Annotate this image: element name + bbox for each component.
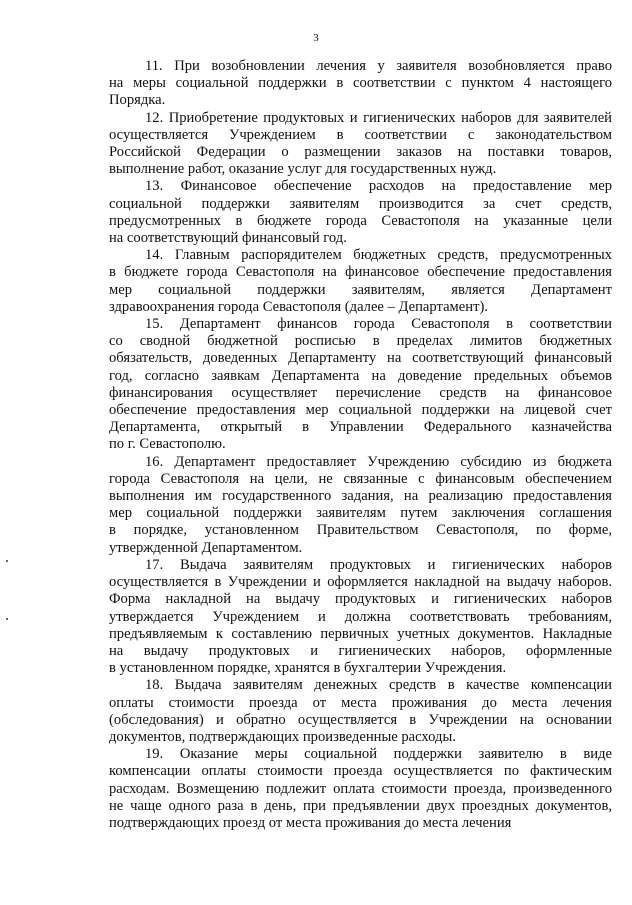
text-line: 19. Оказание меры социальной поддержки заявителю в виде [145, 746, 612, 763]
text-line: Порядка. [109, 92, 166, 109]
text-line: мер социальной поддержки заявителям путем заключения соглашения [109, 505, 612, 522]
text-line: Российской Федерации о размещении заказов на поставки товаров, [109, 144, 612, 161]
paragraph-16 [109, 454, 612, 557]
text-line: на выдачу продуктовых и гигиенических наборов, оформленные [109, 642, 612, 659]
text-line: здравоохранения города Севастополя (далее – Департамент). [109, 298, 488, 315]
text-line: города Севастополя на цели, не связанные с финансовым обеспечением [109, 470, 612, 487]
text-line: утвержденной Департаментом. [109, 539, 303, 556]
paragraph-17 [109, 557, 612, 677]
paragraph-13 [109, 178, 612, 247]
text-line: социальной поддержки заявителям производится за счет средств, [109, 195, 612, 212]
document-body [109, 58, 612, 832]
text-line: Департамента, открытый в Управлении Федерального казначейства [109, 419, 612, 436]
text-line: по г. Севастополю. [109, 436, 226, 453]
text-line: обеспечение предоставления мер социальной поддержки на лицевой счет [109, 402, 612, 419]
text-line: на меры социальной поддержки в соответствии с пунктом 4 настоящего [109, 75, 612, 92]
text-line: год, согласно заявкам Департамента на доведение предельных объемов [109, 367, 612, 384]
text-line: осуществляется в Учреждении и оформляется накладной на выдачу наборов. [109, 574, 612, 591]
text-line: 18. Выдача заявителям денежных средств в качестве компенсации [145, 677, 612, 694]
text-line: осуществляется Учреждением в соответствии с законодательством [109, 126, 612, 143]
text-line: 15. Департамент финансов города Севастополя в соответствии [145, 316, 612, 333]
scan-artifact [6, 618, 8, 620]
text-line: расходам. Возмещению подлежит оплата стоимости проезда, произведенного [109, 780, 612, 797]
text-line: оплаты стоимости проезда от места проживания до места лечения [109, 694, 612, 711]
text-line: на соответствующий финансовый год. [109, 230, 347, 247]
paragraph-15 [109, 316, 612, 454]
text-line: выполнения им государственного задания, на реализацию предоставления [109, 488, 612, 505]
text-line: 17. Выдача заявителям продуктовых и гигиенических наборов [145, 556, 612, 573]
text-line: не чаще одного раза в день, при предъявлении двух проездных документов, [109, 797, 612, 814]
text-line: 13. Финансовое обеспечение расходов на предоставление мер [145, 178, 612, 195]
text-line: Форма накладной на выдачу продуктовых и гигиенических наборов [109, 591, 612, 608]
text-line: в бюджете города Севастополя на финансовое обеспечение предоставления [109, 264, 612, 281]
text-line: со сводной бюджетной росписью в пределах лимитов бюджетных [109, 333, 612, 350]
text-line: документов, подтверждающих произведенные расходы. [109, 728, 456, 745]
text-line: утверждается Учреждением и должна соответствовать требованиям, [109, 608, 612, 625]
text-line: выполнение работ, оказание услуг для государственных нужд. [109, 161, 497, 178]
text-line: предусмотренных в бюджете города Севастополя на указанные цели [109, 212, 612, 229]
text-line: компенсации оплаты стоимости проезда осуществляется по фактическим [109, 763, 612, 780]
text-line: обязательств, доведенных Департаменту на соответствующий финансовый [109, 350, 612, 367]
page-number: 3 [313, 32, 319, 44]
text-line: 12. Приобретение продуктовых и гигиенических наборов для заявителей [145, 109, 612, 126]
text-line: финансирования осуществляет перечисление средств на финансовое [109, 384, 612, 401]
text-line: в порядке, установленном Правительством Севастополя, по форме, [109, 522, 612, 539]
paragraph-18 [109, 677, 612, 746]
paragraph-12 [109, 110, 612, 179]
text-line: 11. При возобновлении лечения у заявителя возобновляется право [145, 58, 612, 74]
text-line: в установленном порядке, хранятся в бухгалтерии Учреждения. [109, 660, 507, 677]
paragraph-19 [109, 746, 612, 832]
text-line: 14. Главным распорядителем бюджетных средств, предусмотренных [145, 247, 612, 264]
text-line: (обследования) и обратно осуществляется в Учреждении на основании [109, 711, 612, 728]
paragraph-14 [109, 247, 612, 316]
text-line: 16. Департамент предоставляет Учреждению субсидию из бюджета [145, 453, 612, 470]
scan-artifact [6, 560, 8, 562]
paragraph-11 [109, 58, 612, 110]
text-line: мер социальной поддержки заявителям, является Департамент [109, 281, 612, 298]
text-line: предъявляемым к составлению первичных учетных документов. Накладные [109, 625, 612, 642]
text-line: подтверждающих проезд от места проживания до места лечения [109, 814, 512, 831]
